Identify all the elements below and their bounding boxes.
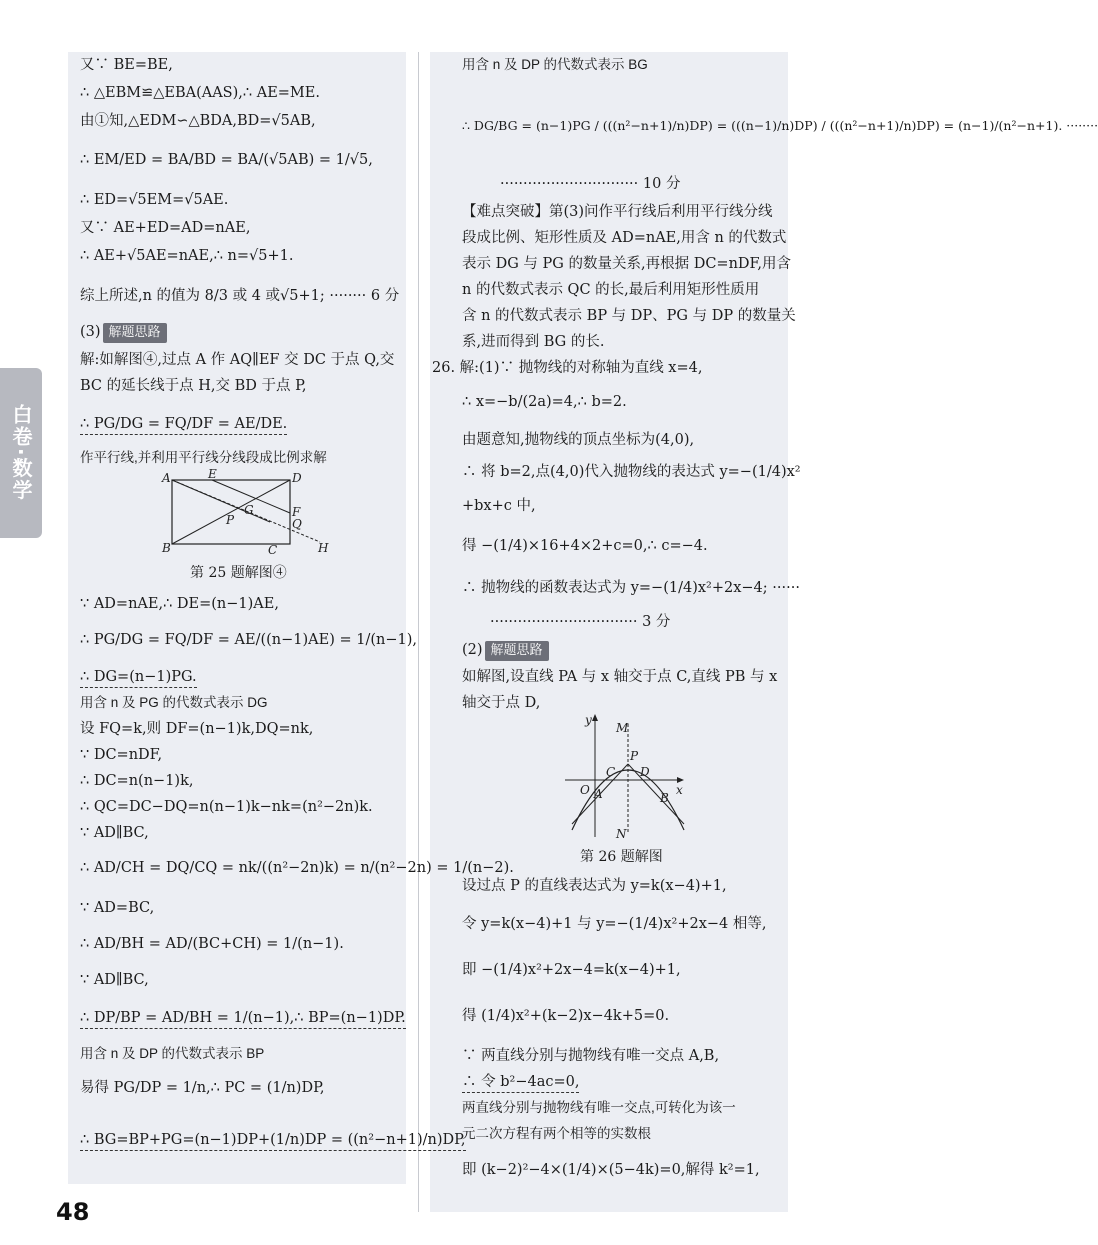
right-line: ································ 3 分 [490,614,671,630]
left-line: ∵ AD∥BC, [80,972,149,988]
right-line: ∴ 抛物线的函数表达式为 y=−(1/4)x²+2x−4; ······ [462,580,800,596]
right-line: (2) [462,642,483,658]
left-hint: 作平行线,并利用平行线分线段成比例求解 [80,450,327,465]
right-line: ∴ DG/BG = (n−1)PG / (((n²−n+1)/n)DP) = (((n−1)/n)DP) / (((n²−n+1)/n)DP) = (n−1)/(n²−n+1). ········ [462,118,1098,133]
left-line: ∵ AD∥BC, [80,825,149,841]
left-line: ∴ QC=DC−DQ=n(n−1)k−nk=(n²−2n)k. [80,799,373,815]
left-line: ∴ DG=(n−1)PG. [80,667,197,688]
right-line: 得 (1/4)x²+(k−2)x−4k+5=0. [462,1008,670,1024]
left-line: 设 FQ=k,则 DF=(n−1)k,DQ=nk, [80,721,314,737]
right-line: ∴ 将 b=2,点(4,0)代入抛物线的表达式 y=−(1/4)x² [462,464,801,480]
right-line: ∵ 两直线分别与抛物线有唯一交点 A,B, [462,1048,720,1064]
left-line: 又∵ AE+ED=AD=nAE, [80,220,251,236]
fig25-label: C [268,543,278,557]
left-line: ∴ PG/DG = FQ/DF = AE/((n−1)AE) = 1/(n−1), [80,632,417,648]
right-line: 段成比例、矩形性质及 AD=nAE,用含 n 的代数式 [462,230,787,246]
side-tab: 白卷·数学 [0,368,42,538]
fig25-label: F [292,505,301,519]
right-line: 系,进而得到 BG 的长. [462,334,605,350]
left-line: ∴ PG/DG = FQ/DF = AE/DE. [80,414,287,435]
right-line: ∴ x=−b/(2a)=4,∴ b=2. [462,394,627,410]
left-line: ∴ BG=BP+PG=(n−1)DP+(1/n)DP = ((n²−n+1)/n)DP, [80,1130,466,1151]
right-hint: 两直线分别与抛物线有唯一交点,可转化为该一 [462,1100,736,1115]
right-line: 设过点 P 的直线表达式为 y=k(x−4)+1, [462,878,727,894]
left-hint: 用含 n 及 DP 的代数式表示 BP [80,1046,265,1061]
left-line: 易得 PG/DP = 1/n,∴ PC = (1/n)DP, [80,1080,325,1096]
right-line: 即 (k−2)²−4×(1/4)×(5−4k)=0,解得 k²=1, [462,1162,760,1178]
left-line: ∴ AE+√5AE=nAE,∴ n=√5+1. [80,248,294,264]
left-line: BC 的延长线于点 H,交 BD 于点 P, [80,378,307,394]
right-line: 即 −(1/4)x²+2x−4=k(x−4)+1, [462,962,681,978]
right-column [430,52,788,1212]
page-number: 48 [56,1198,90,1226]
left-line: ∴ AD/CH = DQ/CQ = nk/((n²−2n)k) = n/(n²−2n) = 1/(n−2). [80,860,514,876]
left-line: ∵ DC=nDF, [80,747,163,763]
left-line: ∴ EM/ED = BA/BD = BA/(√5AB) = 1/√5, [80,152,373,168]
right-line: 如解图,设直线 PA 与 x 轴交于点 C,直线 PB 与 x [462,669,778,685]
figure-25 [150,467,340,557]
left-line: 综上所述,n 的值为 8/3 或 4 或√5+1; ········ 6 分 [80,288,400,304]
left-line: (3) [80,324,101,340]
fig25-label: G [244,503,254,517]
fig26-label: O [580,783,590,797]
fig26-label: y [585,713,592,727]
right-line: 轴交于点 D, [462,695,541,711]
left-line: ∴ DP/BP = AD/BH = 1/(n−1),∴ BP=(n−1)DP. [80,1008,406,1029]
fig26-label: x [676,783,683,797]
fig25-label: A [162,471,171,485]
left-line: ∴ △EBM≌△EBA(AAS),∴ AE=ME. [80,85,320,101]
right-line: 表示 DG 与 PG 的数量关系,再根据 DC=nDF,用含 [462,256,791,272]
column-divider [418,52,419,1212]
fig25-label: E [208,467,217,481]
right-line: 由题意知,抛物线的顶点坐标为(4,0), [462,432,695,448]
right-line: ∴ 令 b²−4ac=0, [462,1072,579,1093]
left-line: ∵ AD=nAE,∴ DE=(n−1)AE, [80,596,279,612]
right-hint-badge: 解题思路 [485,641,549,661]
left-hint: 用含 n 及 PG 的代数式表示 DG [80,695,268,710]
left-line: ∵ AD=BC, [80,900,155,916]
fig25-label: D [292,471,302,485]
fig25-label: H [318,541,329,555]
right-hint: 元二次方程有两个相等的实数根 [462,1126,651,1141]
fig25-label: B [162,541,171,555]
left-line: ∴ DC=n(n−1)k, [80,773,194,789]
left-line: ∴ AD/BH = AD/(BC+CH) = 1/(n−1). [80,936,344,952]
fig26-label: N [616,827,627,841]
left-section-3 [80,322,167,343]
right-line: 令 y=k(x−4)+1 与 y=−(1/4)x²+2x−4 相等, [462,916,767,932]
left-line: 由①知,△EDM∽△BDA,BD=√5AB, [80,113,316,129]
right-line: +bx+c 中, [462,498,536,514]
fig26-label: A [594,787,603,801]
left-hint-badge: 解题思路 [103,323,167,343]
right-line: ······························ 10 分 [500,176,681,192]
fig26-caption: 第 26 题解图 [580,849,663,865]
fig26-label: M [616,721,629,735]
fig25-label: P [226,513,235,527]
fig25-label: Q [292,517,302,531]
left-line: 解:如解图④,过点 A 作 AQ∥EF 交 DC 于点 Q,交 [80,352,395,368]
fig26-label: D [640,765,650,779]
right-line: 26. 解:(1)∵ 抛物线的对称轴为直线 x=4, [432,360,703,376]
right-line: 得 −(1/4)×16+4×2+c=0,∴ c=−4. [462,538,708,554]
right-line: 含 n 的代数式表示 BP 与 DP、PG 与 DP 的数量关 [462,308,796,324]
fig25-caption: 第 25 题解图④ [190,565,287,581]
right-line: 【难点突破】第(3)问作平行线后利用平行线分线 [462,204,773,220]
right-hint: 用含 n 及 DP 的代数式表示 BG [462,57,648,72]
fig26-label: P [630,749,639,763]
left-line: ∴ ED=√5EM=√5AE. [80,192,229,208]
figure-26 [560,712,690,842]
fig26-label: C [606,765,616,779]
right-section-2 [462,640,549,661]
left-line: 又∵ BE=BE, [80,57,173,73]
right-line: n 的代数式表示 QC 的长,最后利用矩形性质用 [462,282,760,298]
fig26-label: B [660,791,669,805]
